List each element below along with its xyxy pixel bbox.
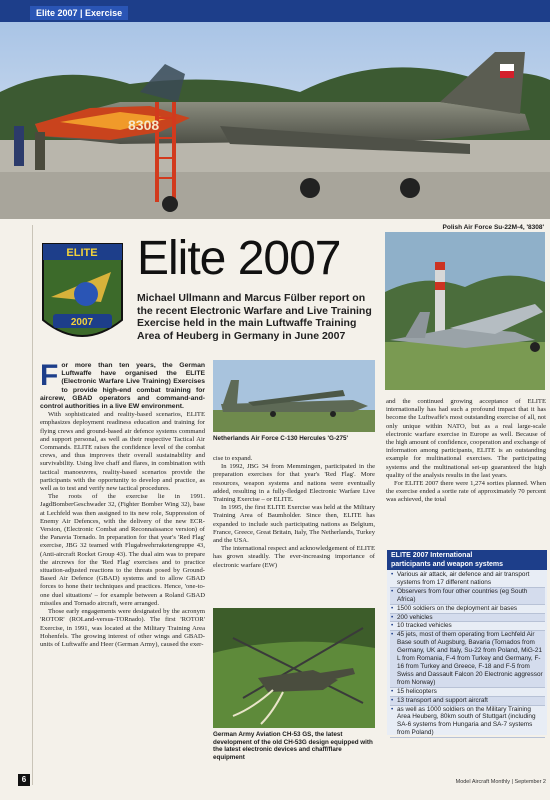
body-paragraph: The international respect and acknowledgement of ELITE has grown steadily. The ever-increasing importance of electronic warfare (EW) [213, 545, 375, 569]
aircraft-number: 8308 [128, 117, 160, 133]
c130-caption: Netherlands Air Force C-130 Hercules 'G-275' [213, 435, 349, 442]
footer-magazine: Model Aircraft Monthly | September 2 [455, 779, 546, 785]
photo-su27 [385, 232, 545, 390]
photo-c130 [213, 360, 375, 432]
page-number: 6 [18, 774, 30, 786]
body-paragraph: For ELITE 2007 there were 1,274 sorties planned. When the exercise ended a sortie rate of approximately 70 percent was achieved, the total [386, 480, 546, 504]
body-paragraph: Those early engagements were designated by the acronym 'ROTOR' (ROLand-versus-TORnado). The first 'ROTOR' Exercise, in 1991, was located at the Military Training Area Hohenfels. The growing interest of other wings and GBAD-units of Luftwaffe and Heer (German Army), caused the exer- [40, 608, 205, 648]
body-paragraph: cise to expand. [213, 455, 253, 462]
list-item: • as well as 1000 soldiers on the Military Training Area Heuberg, 80km south of Stuttgart (including SA-6 systems from Hungaria and SA-7 systems from Poland) [390, 706, 545, 739]
hero-photo [0, 22, 550, 219]
body-paragraph: In 1995, the first ELITE Exercise was held at the Military Training Area of Baumholder. Since then, ELITE has expanded to include such participating nations as Belgium, France, Greece, Great Britain, Italy, The Netherlands, Turkey and the USA. [213, 504, 375, 545]
article-column-3 [386, 398, 546, 505]
photo-ch53 [213, 608, 375, 728]
article-title: Elite 2007 [137, 232, 341, 285]
list-item: • Observers from four other countries (eg South Africa) [390, 588, 545, 605]
section-tag: Elite 2007 | Exercise [30, 6, 128, 20]
list-item: • 15 helicopters [390, 688, 545, 697]
column-rule [32, 225, 33, 785]
list-item: • 45 jets, most of them operating from Lechfeld Air Base south of Augsburg, Bavaria (Tornados from Germany, UK and Italy, Su-22 from Poland, MiG-21 L from Romania, F-4 from Turkey and Germany, F-16 from Turkey and Greece, F-18 and F-5 from Swiss and Dassault Falcon 20 Electronic aggressor from Norway) [390, 631, 545, 687]
lead-paragraph: or more than ten years, the German Luftwaffe have organised the ELITE (Electronic Warfare Live Training) Exercises to provide high-end combat training for aircrew, GBAD operators and command-and-control authorities in a live EW environment. [40, 362, 205, 411]
elite-badge [41, 242, 124, 348]
hero-caption: Polish Air Force Su-22M-4, '8308' [442, 224, 544, 231]
list-item: • Various air attack, air defence and air transport systems from 17 different nations [390, 571, 545, 588]
article-column-2 [213, 455, 375, 570]
body-paragraph: With sophisticated and reality-based scenarios, ELITE emphasizes deployment readiness education and training for flying crews and ground-based air defence systems command and support personal, as well as their respective Tactical Air Commands. ELITE raises the confidence level of the combat crews, and thus improves their overall sustainability and survivability. Using live chaff and flares, in combination with tactical manoeuvres, reality-based scenarios provide the participants with the opportunity to develop and practice, as well as to test and verify new tactical procedures. [40, 411, 205, 493]
info-box-heading-line-2: participants and weapon systems [391, 561, 504, 568]
list-item: • 10 tracked vehicles [390, 622, 545, 631]
list-item: • 1500 soldiers on the deployment air bases [390, 605, 545, 614]
badge-top-text: ELITE [66, 247, 98, 259]
body-paragraph: and the continued growing acceptance of ELITE internationally has had such a profound impact that it has become the Luftwaffe's most outstanding exercise of all, not only unique within NATO, but as a real large-scale electronic warfare exercise in Europe as well. Because of the high amount of confidence, cooperation and exchange of information among participants, ELITE is an outstanding example for multinational exercises. The participating systems and the multinational set-up guaranteed the high quality of the analysis results in the last years. [386, 398, 546, 479]
list-item: • 13 transport and support aircraft [390, 697, 545, 706]
body-paragraph: The roots of the exercise lie in 1991. JagdBomberGeschwader 32, (Fighter Bomber Wing 32), base at Lechfeld was then assigned to its new role, Suppression of Enemy Air Defences, with the delivery of the new ECR-Version, (Electronic Combat and Reconnaissance version) of the Panavia Tornado. In preparation for that year's 'Red Flag' exercise, JBG 32 teamed with Flugabwehrraketengruppe 43, (Anti-aircraft Rocket Group 43). The dual aim was to prepare the aircrews for the 'Red Flag' exercises and to practice situation-adjusted reactions to the threats posed by Ground-Based Air Defence (GBAD) systems and to allow GBAD forces to hone their techniques and practices. Hence, 'one-to-one duel situations' – for example between a Roland GBAD missiles and Tornado aircraft, were arranged. [40, 493, 205, 607]
info-box-heading-line-1: ELITE 2007 International [391, 552, 473, 559]
ch53-caption: German Army Aviation CH-53 GS, the latest development of the old CH-53G design equipped with the latest electronic devices and chaff/flare equipment [213, 731, 373, 761]
info-box-list [390, 571, 545, 738]
info-box-heading [387, 550, 547, 570]
body-paragraph: In 1992, JBG 34 from Memmingen, participated in the preparation exercises for that year's 'Red Flag'. More resources, weapon systems and nations were eventually added, resulting in a fully-fledged Electronic Warfare Live Training Exercise – or ELITE. [213, 463, 375, 504]
standfirst: Michael Ullmann and Marcus Fülber report on the recent Electronic Warfare and Live Training Exercise held in the main Luftwaffe Training Area of Heuberg in Germany in June 2007 [137, 292, 372, 342]
badge-year: 2007 [70, 317, 94, 328]
article-column-1 [40, 359, 205, 649]
list-item: • 200 vehicles [390, 614, 545, 623]
drop-cap: F [40, 359, 59, 392]
